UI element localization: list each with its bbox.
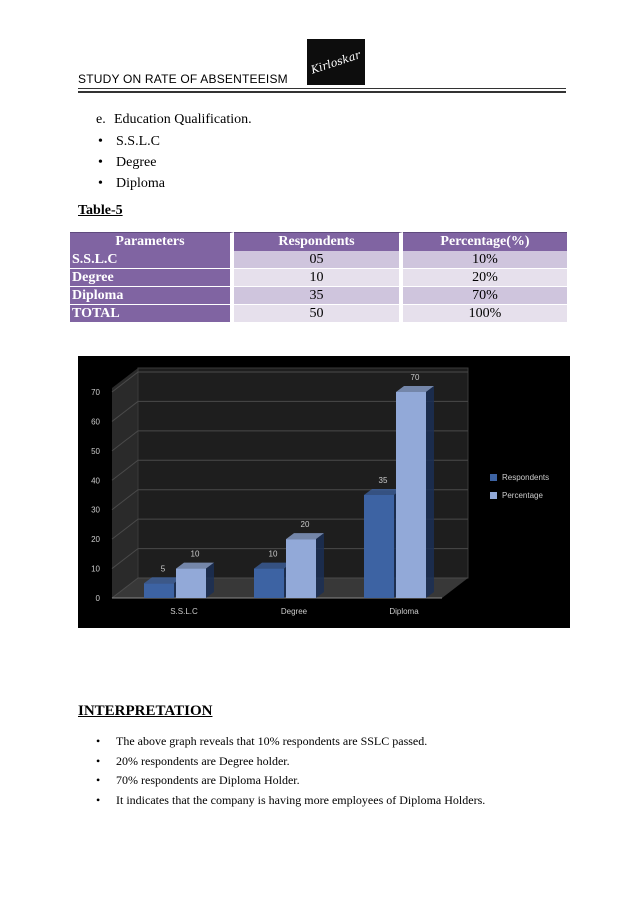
bullet-icon: • — [96, 753, 101, 768]
data-label: 20 — [300, 520, 310, 530]
bullet-icon: • — [98, 155, 103, 170]
y-tick-label: 30 — [91, 505, 100, 515]
x-tick-label: Diploma — [389, 607, 419, 616]
y-tick-label: 40 — [91, 476, 100, 486]
list-item-text: 70% respondents are Diploma Holder. — [116, 773, 300, 787]
bar-side — [206, 563, 214, 598]
header-title: STUDY ON RATE OF ABSENTEEISM — [78, 72, 288, 86]
x-tick-label: Degree — [280, 607, 308, 616]
table-header-row — [70, 232, 567, 251]
y-tick-label: 70 — [91, 388, 100, 397]
y-tick-label: 50 — [91, 446, 100, 456]
table-row — [70, 287, 567, 305]
table-header: Parameters — [70, 232, 234, 251]
bar-chart-svg — [78, 356, 570, 628]
bar-chart — [78, 356, 570, 628]
table-cell-percentage: 20% — [403, 269, 567, 287]
list-item — [96, 752, 485, 772]
list-item — [98, 152, 165, 173]
section-label-text: Education Qualification. — [114, 112, 252, 127]
section-marker: e. — [96, 112, 106, 127]
bar — [176, 569, 206, 598]
table-row — [70, 251, 567, 269]
list-item — [98, 173, 165, 194]
data-label: 35 — [378, 476, 388, 485]
chart-side-wall — [112, 368, 138, 598]
bar — [254, 569, 284, 598]
bar-side — [426, 386, 434, 598]
table-header: Respondents — [234, 232, 403, 251]
x-tick-label: S.S.L.C — [170, 607, 198, 616]
header-rule — [78, 88, 566, 89]
legend-swatch — [490, 474, 497, 481]
table-cell-parameter: S.S.L.C — [70, 251, 234, 269]
list-item — [96, 771, 485, 791]
table-cell-parameter: Degree — [70, 269, 234, 287]
table-title: Table-5 — [78, 203, 123, 218]
bullet-icon: • — [98, 176, 103, 191]
interpretation-title: INTERPRETATION — [78, 703, 213, 719]
table-cell-respondents: 35 — [234, 287, 403, 305]
y-tick-label: 0 — [95, 594, 100, 603]
table-cell-percentage: 100% — [403, 305, 567, 323]
list-item-text: 20% respondents are Degree holder. — [116, 753, 290, 768]
table-row — [70, 269, 567, 287]
qualification-list — [98, 131, 165, 194]
bar — [364, 495, 394, 598]
list-item-text: Diploma — [116, 176, 165, 191]
bar — [144, 583, 174, 598]
data-table — [70, 232, 567, 323]
table-row — [70, 305, 567, 323]
data-label: 70 — [410, 373, 420, 382]
bullet-icon: • — [98, 134, 103, 149]
section-label — [96, 112, 252, 128]
logo-text: Kirloskar — [309, 47, 363, 77]
list-item — [98, 131, 165, 152]
table-cell-respondents: 10 — [234, 269, 403, 287]
data-label: 10 — [190, 549, 200, 559]
y-tick-label: 10 — [91, 564, 100, 574]
table-cell-percentage: 10% — [403, 251, 567, 269]
table-header: Percentage(%) — [403, 232, 567, 251]
bar — [396, 392, 426, 598]
interpretation-list — [96, 732, 485, 810]
legend-label: Percentage — [502, 491, 543, 500]
company-logo — [307, 39, 365, 85]
bullet-icon: • — [96, 773, 101, 787]
list-item-text: S.S.L.C — [116, 134, 160, 149]
header-rule-double — [78, 91, 566, 93]
data-label: 10 — [268, 549, 278, 559]
table-cell-parameter: TOTAL — [70, 305, 234, 323]
y-tick-label: 60 — [91, 417, 100, 427]
table-cell-respondents: 50 — [234, 305, 403, 323]
legend-label: Respondents — [502, 473, 550, 482]
table-cell-percentage: 70% — [403, 287, 567, 305]
data-label: 5 — [160, 564, 166, 574]
list-item-text: The above graph reveals that 10% respondents are SSLC passed. — [116, 734, 428, 748]
table-cell-respondents: 05 — [234, 251, 403, 269]
bullet-icon: • — [96, 792, 101, 807]
list-item-text: It indicates that the company is having more employees of Diploma Holders. — [116, 792, 486, 807]
bar-side — [316, 533, 324, 598]
list-item — [96, 732, 485, 752]
list-item-text: Degree — [116, 155, 157, 170]
table-cell-parameter: Diploma — [70, 287, 234, 305]
legend-swatch — [490, 492, 497, 499]
bullet-icon: • — [96, 734, 101, 748]
y-tick-label: 20 — [91, 535, 100, 545]
bar — [286, 539, 316, 598]
list-item — [96, 791, 485, 811]
